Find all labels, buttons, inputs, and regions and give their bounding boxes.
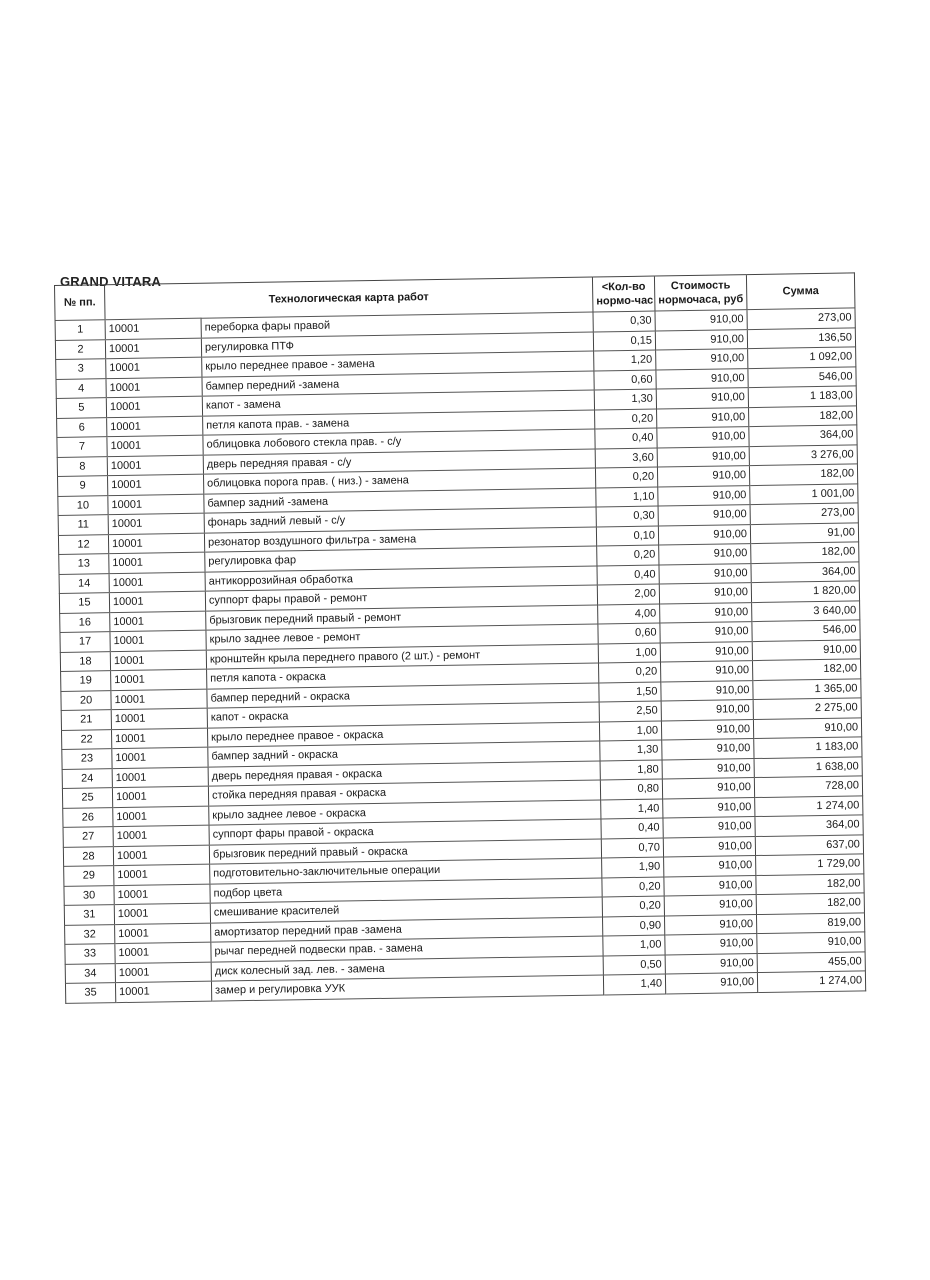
row-description: диск колесный зад. лев. - замена — [211, 955, 603, 981]
row-sum: 364,00 — [755, 815, 863, 836]
row-code: 10001 — [107, 435, 203, 456]
row-sum: 182,00 — [751, 542, 859, 563]
row-quantity: 0,30 — [593, 311, 655, 331]
row-description: регулировка фар — [205, 546, 597, 572]
row-rate: 910,00 — [657, 466, 749, 487]
row-quantity: 0,40 — [595, 428, 657, 448]
row-quantity: 0,60 — [594, 370, 656, 390]
row-number: 22 — [61, 729, 111, 749]
row-rate: 910,00 — [661, 719, 753, 740]
row-number: 23 — [62, 749, 112, 769]
row-sum: 182,00 — [756, 873, 864, 894]
row-number: 6 — [57, 417, 107, 437]
header-rate — [654, 275, 747, 311]
row-number: 4 — [56, 378, 106, 398]
row-description: антикоррозийная обработка — [205, 566, 597, 592]
row-number: 26 — [63, 807, 113, 827]
row-quantity: 1,00 — [598, 643, 660, 663]
row-rate: 910,00 — [659, 563, 751, 584]
row-code: 10001 — [111, 669, 207, 690]
header-quantity-line1: <Кол-во — [601, 280, 646, 294]
row-rate: 910,00 — [664, 914, 756, 935]
document-title: GRAND VITARA — [60, 274, 162, 289]
row-description: амортизатор передний прав -замена — [211, 916, 603, 942]
row-description: замер и регулировка УУК — [211, 975, 603, 1001]
row-description: крыло переднее правое - окраска — [207, 721, 599, 747]
row-quantity: 0,15 — [593, 331, 655, 351]
row-quantity: 0,60 — [598, 623, 660, 643]
row-code: 10001 — [114, 864, 210, 885]
row-rate: 910,00 — [656, 388, 748, 409]
row-sum: 136,50 — [747, 327, 855, 348]
row-code: 10001 — [106, 357, 202, 378]
row-rate: 910,00 — [656, 349, 748, 370]
row-description: бампер передний - окраска — [207, 682, 599, 708]
row-description: петля капота - окраска — [207, 663, 599, 689]
row-quantity: 1,90 — [602, 857, 664, 877]
row-quantity: 1,40 — [601, 799, 663, 819]
row-code: 10001 — [110, 611, 206, 632]
row-quantity: 1,10 — [596, 487, 658, 507]
row-sum: 273,00 — [750, 503, 858, 524]
row-sum: 3 276,00 — [749, 444, 857, 465]
row-sum: 182,00 — [752, 659, 860, 680]
row-description: бампер задний - окраска — [208, 741, 600, 767]
row-quantity: 1,00 — [599, 721, 661, 741]
row-rate: 910,00 — [661, 680, 753, 701]
row-description: дверь передняя правая - окраска — [208, 760, 600, 786]
row-description: крыло заднее левое - ремонт — [206, 624, 598, 650]
row-code: 10001 — [113, 806, 209, 827]
row-number: 29 — [64, 866, 114, 886]
row-code: 10001 — [110, 650, 206, 671]
row-rate: 910,00 — [655, 310, 747, 331]
row-description: подбор цвета — [210, 877, 602, 903]
row-description: переборка фары правой — [201, 312, 593, 338]
row-description: подготовительно-заключительные операции — [210, 858, 602, 884]
row-quantity: 2,00 — [597, 584, 659, 604]
row-sum: 364,00 — [751, 561, 859, 582]
row-sum: 455,00 — [757, 951, 865, 972]
row-code: 10001 — [112, 786, 208, 807]
row-code: 10001 — [115, 942, 211, 963]
row-sum: 1 183,00 — [754, 737, 862, 758]
row-description: брызговик передний правый - ремонт — [206, 605, 598, 631]
row-number: 35 — [65, 983, 115, 1003]
row-description: регулировка ПТФ — [201, 332, 593, 358]
row-rate: 910,00 — [663, 797, 755, 818]
row-rate: 910,00 — [657, 407, 749, 428]
row-description: суппорт фары правой - окраска — [209, 819, 601, 845]
row-quantity: 1,50 — [599, 682, 661, 702]
row-sum: 1 183,00 — [748, 386, 856, 407]
row-code: 10001 — [111, 689, 207, 710]
row-rate: 910,00 — [659, 544, 751, 565]
row-rate: 910,00 — [665, 973, 757, 994]
row-number: 9 — [58, 476, 108, 496]
work-table-wrapper — [54, 272, 865, 1003]
row-rate: 910,00 — [664, 895, 756, 916]
row-description: крыло заднее левое - окраска — [209, 799, 601, 825]
row-number: 33 — [65, 944, 115, 964]
row-quantity: 3,60 — [595, 448, 657, 468]
row-rate: 910,00 — [655, 329, 747, 350]
row-quantity: 0,20 — [602, 896, 664, 916]
row-sum: 728,00 — [754, 776, 862, 797]
row-number: 8 — [57, 456, 107, 476]
row-description: капот - окраска — [207, 702, 599, 728]
row-rate: 910,00 — [664, 875, 756, 896]
row-sum: 819,00 — [756, 912, 864, 933]
row-number: 10 — [58, 495, 108, 515]
row-sum: 1 729,00 — [756, 854, 864, 875]
row-description: брызговик передний правый - окраска — [209, 838, 601, 864]
row-sum: 637,00 — [755, 834, 863, 855]
row-sum: 3 640,00 — [752, 600, 860, 621]
row-description: капот - замена — [202, 390, 594, 416]
row-number: 28 — [63, 846, 113, 866]
header-number: № пп. — [55, 285, 106, 321]
row-number: 5 — [56, 398, 106, 418]
row-number: 7 — [57, 437, 107, 457]
row-description: суппорт фары правой - ремонт — [205, 585, 597, 611]
row-description: резонатор воздушного фильтра - замена — [204, 527, 596, 553]
row-sum: 1 274,00 — [755, 795, 863, 816]
row-rate: 910,00 — [665, 934, 757, 955]
row-code: 10001 — [105, 318, 201, 339]
row-quantity: 0,40 — [597, 565, 659, 585]
row-quantity: 0,20 — [595, 409, 657, 429]
row-number: 30 — [64, 885, 114, 905]
row-number: 18 — [60, 651, 110, 671]
row-rate: 910,00 — [661, 700, 753, 721]
row-code: 10001 — [114, 903, 210, 924]
row-code: 10001 — [108, 513, 204, 534]
row-number: 2 — [55, 339, 105, 359]
row-rate: 910,00 — [658, 505, 750, 526]
row-code: 10001 — [115, 923, 211, 944]
row-quantity: 1,00 — [603, 935, 665, 955]
row-quantity: 0,10 — [596, 526, 658, 546]
row-sum: 364,00 — [749, 425, 857, 446]
row-quantity: 1,40 — [603, 974, 665, 994]
row-number: 34 — [65, 963, 115, 983]
row-number: 11 — [58, 515, 108, 535]
row-number: 16 — [60, 612, 110, 632]
row-rate: 910,00 — [664, 856, 756, 877]
row-rate: 910,00 — [660, 641, 752, 662]
row-code: 10001 — [111, 728, 207, 749]
row-description: крыло переднее правое - замена — [202, 351, 594, 377]
row-sum: 1 638,00 — [754, 756, 862, 777]
row-number: 27 — [63, 827, 113, 847]
work-table — [54, 272, 866, 1003]
row-number: 31 — [64, 905, 114, 925]
row-code: 10001 — [112, 747, 208, 768]
row-rate: 910,00 — [657, 446, 749, 467]
row-rate: 910,00 — [660, 602, 752, 623]
row-sum: 1 001,00 — [750, 483, 858, 504]
row-code: 10001 — [109, 591, 205, 612]
row-rate: 910,00 — [659, 583, 751, 604]
row-code: 10001 — [108, 533, 204, 554]
row-code: 10001 — [115, 981, 211, 1002]
row-rate: 910,00 — [657, 427, 749, 448]
row-number: 13 — [59, 554, 109, 574]
row-sum: 1 365,00 — [753, 678, 861, 699]
row-sum: 273,00 — [747, 308, 855, 329]
row-description: бампер передний -замена — [202, 371, 594, 397]
row-rate: 910,00 — [663, 836, 755, 857]
row-description: облицовка лобового стекла прав. - с/у — [203, 429, 595, 455]
row-description: петля капота прав. - замена — [203, 410, 595, 436]
row-rate: 910,00 — [656, 368, 748, 389]
row-number: 19 — [61, 671, 111, 691]
row-code: 10001 — [109, 552, 205, 573]
row-description: кронштейн крыла переднего правого (2 шт.) - ремонт — [206, 643, 598, 669]
header-work: Технологическая карта работ — [105, 277, 593, 320]
row-quantity: 1,80 — [600, 760, 662, 780]
row-sum: 546,00 — [752, 620, 860, 641]
header-quantity-line2: нормо-час — [596, 294, 654, 308]
row-quantity: 0,30 — [596, 506, 658, 526]
row-code: 10001 — [105, 338, 201, 359]
row-code: 10001 — [113, 825, 209, 846]
row-description: смешивание красителей — [210, 897, 602, 923]
row-quantity: 0,40 — [601, 818, 663, 838]
row-quantity: 0,20 — [595, 467, 657, 487]
row-quantity: 0,50 — [603, 954, 665, 974]
row-rate: 910,00 — [662, 739, 754, 760]
row-number: 12 — [58, 534, 108, 554]
row-number: 25 — [62, 788, 112, 808]
row-sum: 2 275,00 — [753, 698, 861, 719]
row-rate: 910,00 — [663, 817, 755, 838]
row-sum: 1 820,00 — [751, 581, 859, 602]
row-sum: 1 092,00 — [748, 347, 856, 368]
row-sum: 546,00 — [748, 366, 856, 387]
row-number: 24 — [62, 768, 112, 788]
row-number: 15 — [59, 593, 109, 613]
row-rate: 910,00 — [658, 524, 750, 545]
row-sum: 182,00 — [749, 405, 857, 426]
row-number: 21 — [61, 710, 111, 730]
row-code: 10001 — [115, 962, 211, 983]
row-code: 10001 — [114, 884, 210, 905]
row-description: рычаг передней подвески прав. - замена — [211, 936, 603, 962]
row-rate: 910,00 — [665, 953, 757, 974]
row-number: 32 — [65, 924, 115, 944]
row-sum: 910,00 — [757, 932, 865, 953]
row-sum: 182,00 — [749, 464, 857, 485]
row-rate: 910,00 — [662, 778, 754, 799]
row-quantity: 0,20 — [599, 662, 661, 682]
row-code: 10001 — [106, 377, 202, 398]
row-code: 10001 — [112, 767, 208, 788]
row-rate: 910,00 — [662, 758, 754, 779]
row-code: 10001 — [109, 572, 205, 593]
row-number: 14 — [59, 573, 109, 593]
header-quantity — [592, 276, 655, 312]
row-description: стойка передняя правая - окраска — [208, 780, 600, 806]
row-quantity: 0,20 — [602, 876, 664, 896]
header-rate-line2: нормочаса, руб — [658, 293, 744, 307]
row-code: 10001 — [113, 845, 209, 866]
row-number: 3 — [56, 359, 106, 379]
header-rate-line1: Стоимость — [670, 279, 731, 293]
row-quantity: 1,20 — [594, 350, 656, 370]
row-rate: 910,00 — [660, 622, 752, 643]
row-number: 20 — [61, 690, 111, 710]
row-description: дверь передняя правая - с/у — [203, 449, 595, 475]
row-code: 10001 — [108, 494, 204, 515]
row-sum: 1 274,00 — [757, 971, 865, 992]
row-sum: 91,00 — [750, 522, 858, 543]
row-rate: 910,00 — [658, 485, 750, 506]
row-sum: 182,00 — [756, 893, 864, 914]
header-sum: Сумма — [746, 273, 855, 310]
row-description: фонарь задний левый - с/у — [204, 507, 596, 533]
row-code: 10001 — [106, 396, 202, 417]
row-quantity: 0,20 — [597, 545, 659, 565]
row-quantity: 0,90 — [602, 915, 664, 935]
row-description: бампер задний -замена — [204, 488, 596, 514]
row-quantity: 0,70 — [601, 837, 663, 857]
row-number: 17 — [60, 632, 110, 652]
row-code: 10001 — [111, 708, 207, 729]
row-number: 1 — [55, 320, 105, 340]
row-quantity: 0,80 — [600, 779, 662, 799]
row-quantity: 2,50 — [599, 701, 661, 721]
row-quantity: 1,30 — [594, 389, 656, 409]
row-code: 10001 — [110, 630, 206, 651]
row-code: 10001 — [107, 455, 203, 476]
row-code: 10001 — [107, 416, 203, 437]
table-body — [55, 308, 866, 1003]
row-quantity: 4,00 — [598, 604, 660, 624]
row-rate: 910,00 — [660, 661, 752, 682]
row-sum: 910,00 — [752, 639, 860, 660]
row-quantity: 1,30 — [600, 740, 662, 760]
row-sum: 910,00 — [753, 717, 861, 738]
row-description: облицовка порога прав. ( низ.) - замена — [203, 468, 595, 494]
row-code: 10001 — [108, 474, 204, 495]
